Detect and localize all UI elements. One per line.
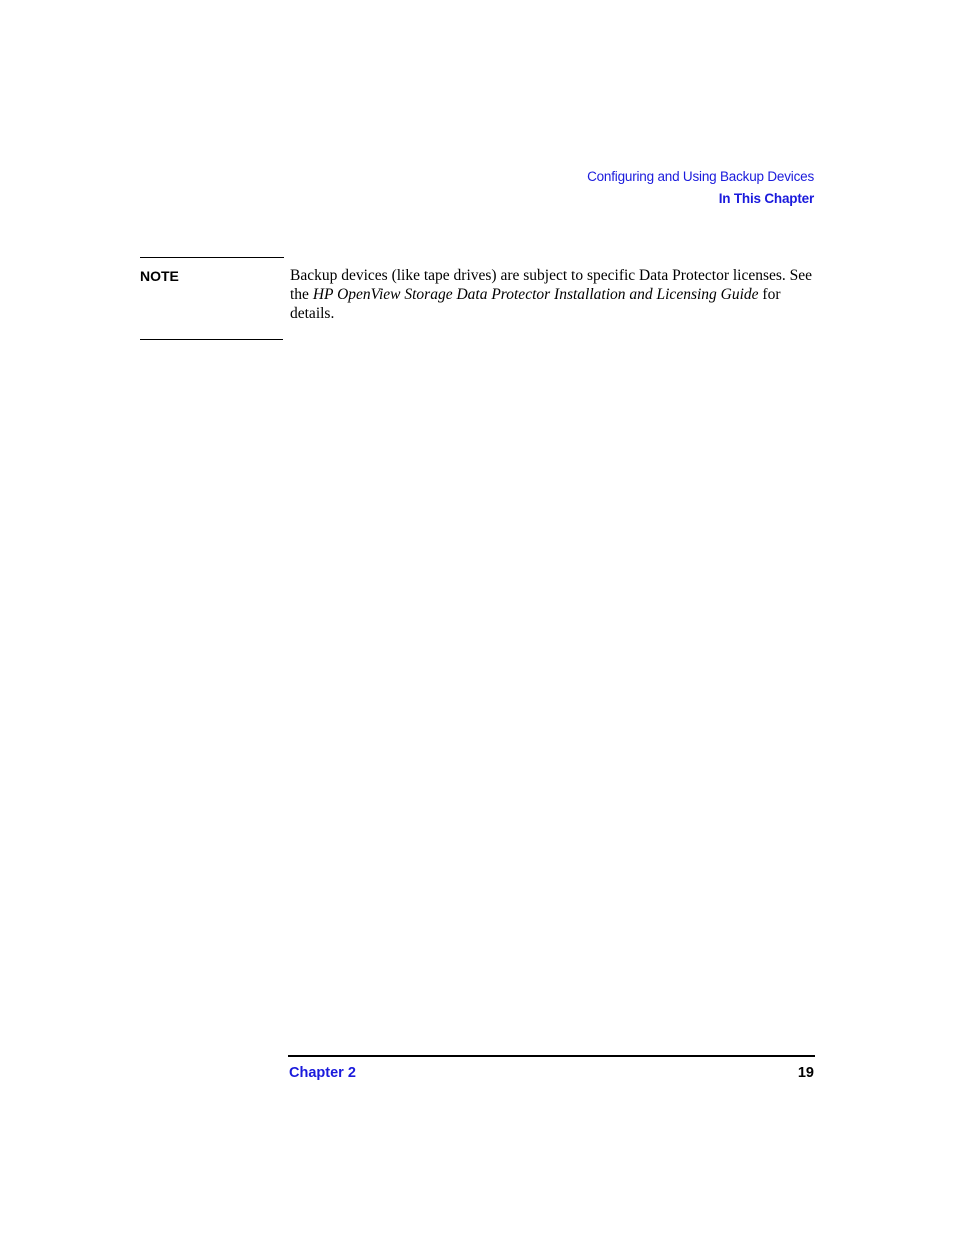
note-top-rule [140,257,284,258]
header-chapter-title[interactable]: Configuring and Using Backup Devices [587,169,814,184]
note-bottom-rule [140,339,283,340]
note-body [290,266,820,323]
note-label: NOTE [140,268,179,284]
note-text-before: Backup devices (like tape drives) are subject to specific Data Protector licenses. See the [290,267,813,303]
running-header [587,166,814,210]
note-text-after: for details. [290,286,781,322]
footer-rule [288,1055,815,1057]
header-section-title[interactable]: In This Chapter [718,191,814,206]
footer-page-number: 19 [797,1065,814,1081]
note-guide-title: HP OpenView Storage Data Protector Installation and Licensing Guide [312,286,759,303]
footer-chapter-label[interactable]: Chapter 2 [289,1065,356,1081]
